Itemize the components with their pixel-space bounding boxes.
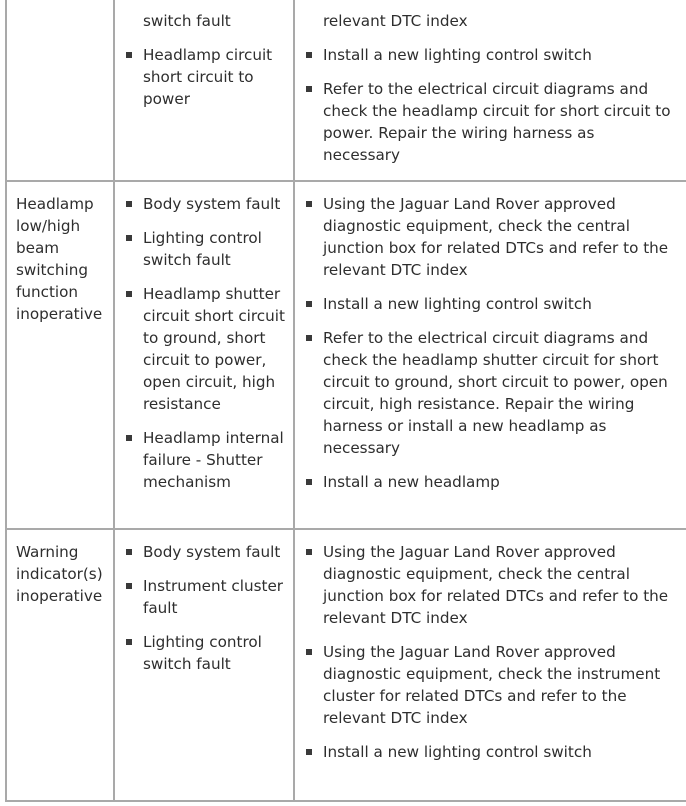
list-item: Headlamp internal failure - Shutter mechanism (115, 427, 293, 493)
symptom-cell: Warning indicator(s) inoperative (7, 530, 115, 800)
cause-cell (115, 182, 295, 528)
list-item: Headlamp circuit short circuit to power (115, 44, 293, 110)
list-item: Using the Jaguar Land Rover approved diagnostic equipment, check the central junction box for related DTCs and refer to the relevant DTC index (295, 193, 686, 281)
cause-list (115, 541, 293, 675)
action-cell (295, 182, 686, 528)
list-item: Lighting control switch fault (115, 227, 293, 271)
list-item: Using the Jaguar Land Rover approved diagnostic equipment, check the instrument cluster for related DTCs and refer to the relevant DTC index (295, 641, 686, 729)
cause-cell (115, 0, 295, 180)
list-item: Install a new lighting control switch (295, 44, 686, 66)
list-item: relevant DTC index (323, 12, 468, 30)
list-item: Using the Jaguar Land Rover approved diagnostic equipment, check the central junction box for related DTCs and refer to the relevant DTC index (295, 541, 686, 629)
list-item: Headlamp shutter circuit short circuit to ground, short circuit to power, open circuit, high resistance (115, 283, 293, 415)
cause-cell (115, 530, 295, 800)
table-row (7, 182, 686, 530)
table-row (7, 0, 686, 182)
symptom-cell: Headlamp low/high beam switching function inoperative (7, 182, 115, 528)
list-item: Instrument cluster fault (115, 575, 293, 619)
action-cell (295, 0, 686, 180)
list-item: Refer to the electrical circuit diagrams and check the headlamp shutter circuit for short circuit to ground, short circuit to power, open circuit, high resistance. Repair the wiring harness or install a new headlamp as necessary (295, 327, 686, 459)
list-item: switch fault (143, 12, 231, 30)
list-item: Refer to the electrical circuit diagrams and check the headlamp circuit for short circuit to power. Repair the wiring harness as necessary (295, 78, 686, 166)
cause-list (115, 193, 293, 493)
list-item: Install a new headlamp (295, 471, 686, 493)
list-item: Install a new lighting control switch (295, 293, 686, 315)
list-item: Install a new lighting control switch (295, 741, 686, 763)
action-list (295, 541, 686, 763)
action-cell (295, 530, 686, 800)
action-list (295, 10, 686, 166)
diagnostic-table (5, 0, 686, 802)
cause-list (115, 10, 293, 110)
list-item: Body system fault (115, 541, 293, 563)
list-item: Body system fault (115, 193, 293, 215)
list-item: Lighting control switch fault (115, 631, 293, 675)
symptom-cell (7, 0, 115, 180)
action-list (295, 193, 686, 493)
table-row (7, 530, 686, 802)
